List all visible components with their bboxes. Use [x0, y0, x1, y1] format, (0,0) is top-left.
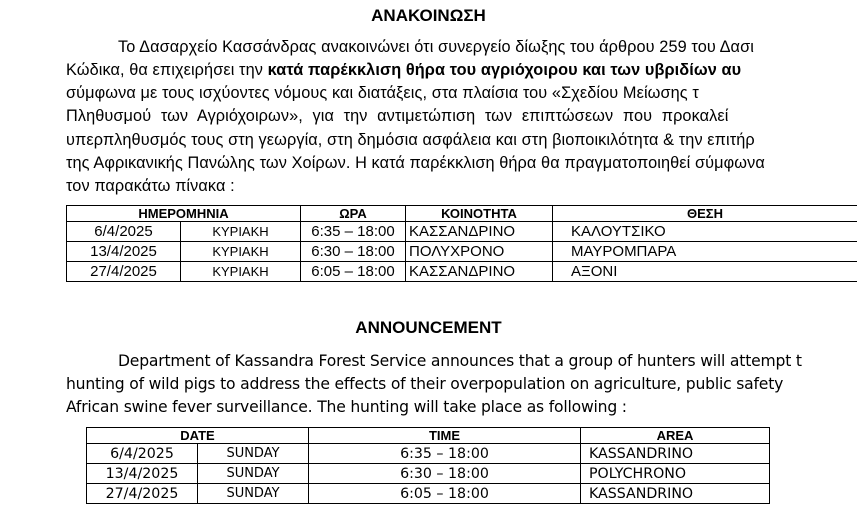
- cell-date: 27/4/2025: [87, 484, 198, 504]
- cell-time: 6:35 – 18:00: [301, 222, 406, 242]
- greek-line-2: Κώδικα, θα επιχειρήσει την κατά παρέκκλιση θήρα του αγριόχοιρου και των υβριδίων αυ: [66, 61, 742, 79]
- table-row: [67, 242, 857, 262]
- greek-bold-phrase: κατά παρέκκλιση θήρα του αγριόχοιρου και των υβριδίων αυ: [267, 61, 742, 79]
- cell-time: 6:30 – 18:00: [301, 242, 406, 262]
- greek-line-7: τον παρακάτω πίνακα :: [66, 177, 235, 195]
- cell-area: KASSANDRINO: [581, 444, 770, 464]
- greek-line-5: υπερπληθυσμός τους στη γεωργία, στη δημόσια ασφάλεια και στη βιοποικιλότητα & την επιτήρ: [66, 131, 755, 149]
- cell-date: 6/4/2025: [67, 222, 181, 242]
- english-line-3: African swine fever surveillance. The hunting will take place as following :: [66, 398, 627, 416]
- cell-date: 27/4/2025: [67, 262, 181, 282]
- english-line-2: hunting of wild pigs to address the effects of their overpopulation on agriculture, public safety: [66, 375, 784, 393]
- header-date: ΗΜΕΡΟΜΗΝΙΑ: [67, 206, 301, 222]
- greek-line-6: της Αφρικανικής Πανώλης των Χοίρων. Η κατά παρέκκλιση θήρα θα πραγματοποιηθεί σύμφωνα: [66, 154, 765, 172]
- table-header-row: [87, 428, 770, 444]
- greek-title: ΑΝΑΚΟΙΝΩΣΗ: [371, 6, 486, 25]
- cell-area: POLYCHRONO: [581, 464, 770, 484]
- english-hunting-table: [86, 427, 770, 504]
- header-time: TIME: [309, 428, 581, 444]
- english-line-1: Department of Kassandra Forest Service announces that a group of hunters will attempt t: [118, 352, 802, 370]
- cell-time: 6:05 – 18:00: [301, 262, 406, 282]
- cell-time: 6:05 – 18:00: [309, 484, 581, 504]
- english-title: ANNOUNCEMENT: [355, 318, 502, 337]
- table-row: [87, 464, 770, 484]
- cell-location: ΜΑΥΡΟΜΠΑΡΑ: [553, 242, 857, 262]
- header-time: ΩΡΑ: [301, 206, 406, 222]
- cell-day: SUNDAY: [198, 484, 309, 504]
- table-row: [87, 484, 770, 504]
- cell-date: 6/4/2025: [87, 444, 198, 464]
- greek-line-4: Πληθυσμού των Αγριόχοιρων», για την αντιμετώπιση των επιπτώσεων που προκαλεί: [66, 107, 729, 125]
- greek-line-3: σύμφωνα με τους ισχύοντες νόμους και διατάξεις, στα πλαίσια του «Σχεδίου Μείωσης τ: [66, 84, 699, 102]
- table-row: [87, 444, 770, 464]
- header-location: ΘΕΣΗ: [553, 206, 857, 222]
- header-community: ΚΟΙΝΟΤΗΤΑ: [406, 206, 553, 222]
- greek-line-1: Το Δασαρχείο Κασσάνδρας ανακοινώνει ότι συνεργείο δίωξης του άρθρου 259 του Δασι: [118, 38, 754, 56]
- cell-day: SUNDAY: [198, 444, 309, 464]
- cell-date: 13/4/2025: [67, 242, 181, 262]
- cell-day: ΚΥΡΙΑΚΗ: [181, 242, 301, 262]
- cell-community: ΚΑΣΣΑΝΔΡΙΝΟ: [406, 222, 553, 242]
- cell-area: KASSANDRINO: [581, 484, 770, 504]
- greek-hunting-table: [66, 205, 857, 282]
- cell-day: SUNDAY: [198, 464, 309, 484]
- cell-day: ΚΥΡΙΑΚΗ: [181, 262, 301, 282]
- cell-time: 6:35 – 18:00: [309, 444, 581, 464]
- cell-day: ΚΥΡΙΑΚΗ: [181, 222, 301, 242]
- header-area: AREA: [581, 428, 770, 444]
- header-date: DATE: [87, 428, 309, 444]
- table-row: [67, 262, 857, 282]
- table-header-row: [67, 206, 857, 222]
- table-row: [67, 222, 857, 242]
- cell-location: ΚΑΛΟΥΤΣΙΚΟ: [553, 222, 857, 242]
- cell-community: ΠΟΛΥΧΡΟΝΟ: [406, 242, 553, 262]
- cell-date: 13/4/2025: [87, 464, 198, 484]
- cell-community: ΚΑΣΣΑΝΔΡΙΝΟ: [406, 262, 553, 282]
- cell-location: ΑΞΟΝΙ: [553, 262, 857, 282]
- cell-time: 6:30 – 18:00: [309, 464, 581, 484]
